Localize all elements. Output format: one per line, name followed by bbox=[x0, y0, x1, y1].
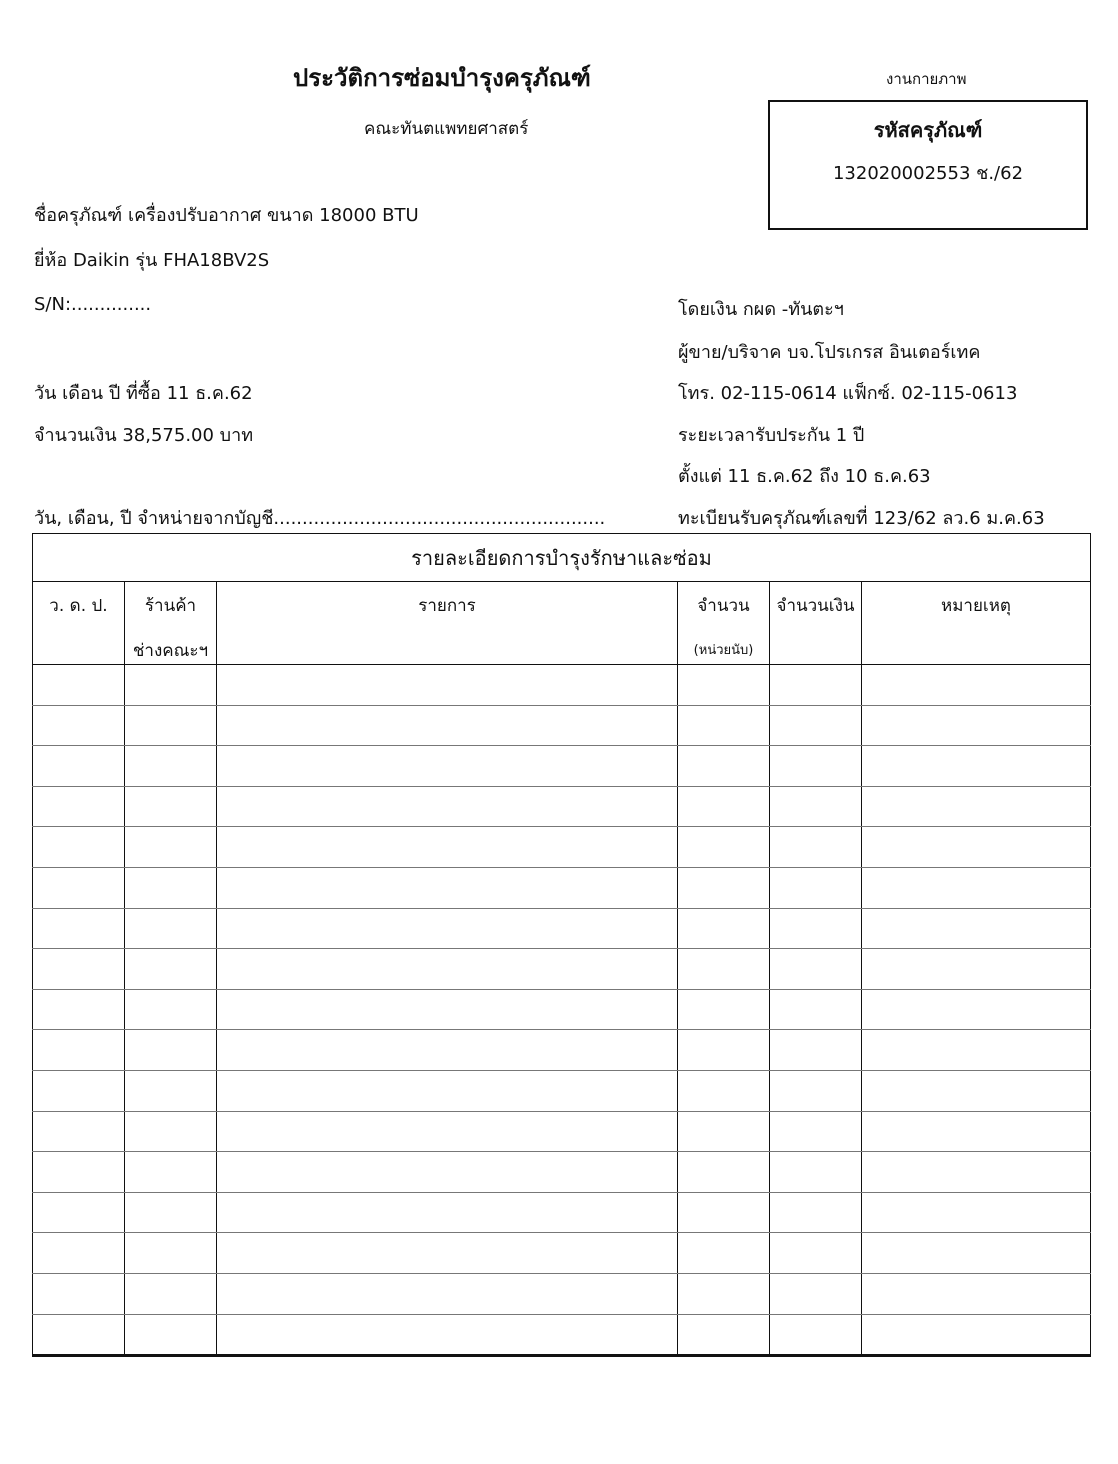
header-shop: ร้านค้า ช่างคณะฯ bbox=[125, 582, 217, 665]
table-cell bbox=[770, 867, 862, 908]
table-cell bbox=[770, 989, 862, 1030]
table-row bbox=[33, 1233, 1091, 1274]
table-cell bbox=[678, 1314, 770, 1356]
table-cell bbox=[678, 1152, 770, 1193]
table-cell bbox=[217, 746, 678, 787]
header-quantity: จำนวน (หน่วยนับ) bbox=[678, 582, 770, 665]
table-cell bbox=[33, 665, 125, 706]
table-row bbox=[33, 746, 1091, 787]
brand-model: ยี่ห้อ Daikin รุ่น FHA18BV2S bbox=[34, 250, 270, 271]
table-row bbox=[33, 827, 1091, 868]
table-cell bbox=[770, 705, 862, 746]
table-cell bbox=[678, 1070, 770, 1111]
table-cell bbox=[125, 1152, 217, 1193]
maintenance-table bbox=[32, 533, 1091, 1357]
table-cell bbox=[125, 989, 217, 1030]
table-cell bbox=[678, 746, 770, 787]
serial-number: S/N:.............. bbox=[34, 294, 152, 315]
table-cell bbox=[678, 949, 770, 990]
table-cell bbox=[125, 1070, 217, 1111]
table-cell bbox=[862, 867, 1091, 908]
funding-source: โดยเงิน กผด -ทันตะฯ bbox=[678, 299, 844, 320]
table-cell bbox=[125, 949, 217, 990]
table-cell bbox=[862, 1152, 1091, 1193]
table-cell bbox=[770, 746, 862, 787]
table-cell bbox=[33, 1233, 125, 1274]
table-cell bbox=[770, 949, 862, 990]
table-cell bbox=[33, 989, 125, 1030]
table-cell bbox=[33, 949, 125, 990]
table-cell bbox=[678, 1030, 770, 1071]
table-cell bbox=[217, 1314, 678, 1356]
table-cell bbox=[33, 746, 125, 787]
table-cell bbox=[33, 786, 125, 827]
department-name: งานกายภาพ bbox=[886, 70, 967, 88]
table-cell bbox=[125, 867, 217, 908]
table-row bbox=[33, 1273, 1091, 1314]
table-cell bbox=[217, 1111, 678, 1152]
header-amount: จำนวนเงิน bbox=[770, 582, 862, 665]
vendor: ผู้ขาย/บริจาค บจ.โปรเกรส อินเตอร์เทค bbox=[678, 342, 981, 363]
table-row bbox=[33, 786, 1091, 827]
table-cell bbox=[770, 827, 862, 868]
table-cell bbox=[33, 1030, 125, 1071]
table-cell bbox=[862, 1233, 1091, 1274]
table-cell bbox=[678, 786, 770, 827]
equipment-name: ชื่อครุภัณฑ์ เครื่องปรับอากาศ ขนาด 18000 BTU bbox=[34, 205, 419, 226]
table-cell bbox=[770, 786, 862, 827]
table-cell bbox=[770, 1192, 862, 1233]
table-cell bbox=[217, 665, 678, 706]
table-cell bbox=[678, 1111, 770, 1152]
table-cell bbox=[125, 908, 217, 949]
table-cell bbox=[770, 665, 862, 706]
table-cell bbox=[770, 1152, 862, 1193]
table-cell bbox=[125, 1192, 217, 1233]
table-cell bbox=[678, 1273, 770, 1314]
table-caption: รายละเอียดการบำรุงรักษาและซ่อม bbox=[33, 534, 1091, 582]
table-cell bbox=[862, 786, 1091, 827]
table-cell bbox=[678, 1233, 770, 1274]
table-cell bbox=[862, 1192, 1091, 1233]
table-cell bbox=[770, 1070, 862, 1111]
table-cell bbox=[770, 908, 862, 949]
table-row bbox=[33, 1192, 1091, 1233]
table-cell bbox=[217, 1273, 678, 1314]
header-note: หมายเหตุ bbox=[862, 582, 1091, 665]
table-cell bbox=[125, 1273, 217, 1314]
table-cell bbox=[217, 867, 678, 908]
purchase-amount: จำนวนเงิน 38,575.00 บาท bbox=[34, 425, 254, 446]
table-row bbox=[33, 1314, 1091, 1356]
page-title: ประวัติการซ่อมบำรุงครุภัณฑ์ bbox=[293, 64, 591, 92]
table-cell bbox=[33, 1152, 125, 1193]
table-cell bbox=[125, 705, 217, 746]
table-cell bbox=[125, 1233, 217, 1274]
table-cell bbox=[33, 1070, 125, 1111]
table-row bbox=[33, 867, 1091, 908]
table-cell bbox=[770, 1273, 862, 1314]
table-cell bbox=[862, 1314, 1091, 1356]
table-cell bbox=[125, 746, 217, 787]
table-cell bbox=[33, 1273, 125, 1314]
table-row bbox=[33, 665, 1091, 706]
table-cell bbox=[125, 1111, 217, 1152]
table-cell bbox=[217, 1192, 678, 1233]
table-row bbox=[33, 1030, 1091, 1071]
table-cell bbox=[217, 949, 678, 990]
table-cell bbox=[217, 908, 678, 949]
table-cell bbox=[217, 827, 678, 868]
table-cell bbox=[862, 908, 1091, 949]
table-cell bbox=[678, 827, 770, 868]
equipment-code-label: รหัสครุภัณฑ์ bbox=[873, 118, 983, 142]
table-cell bbox=[217, 1030, 678, 1071]
table-cell bbox=[217, 989, 678, 1030]
table-cell bbox=[862, 705, 1091, 746]
table-cell bbox=[33, 1314, 125, 1356]
table-cell bbox=[862, 1070, 1091, 1111]
table-row bbox=[33, 989, 1091, 1030]
vendor-phone: โทร. 02-115-0614 แฟ็กซ์. 02-115-0613 bbox=[678, 383, 1018, 404]
warranty-period: ตั้งแต่ 11 ธ.ค.62 ถึง 10 ธ.ค.63 bbox=[678, 466, 931, 487]
purchase-date: วัน เดือน ปี ที่ซื้อ 11 ธ.ค.62 bbox=[34, 383, 253, 404]
table-cell bbox=[125, 665, 217, 706]
table-row bbox=[33, 1152, 1091, 1193]
equipment-code-box bbox=[768, 100, 1088, 230]
table-cell bbox=[678, 989, 770, 1030]
header-item: รายการ bbox=[217, 582, 678, 665]
table-cell bbox=[217, 1070, 678, 1111]
table-cell bbox=[862, 665, 1091, 706]
table-cell bbox=[862, 746, 1091, 787]
table-cell bbox=[862, 1030, 1091, 1071]
table-cell bbox=[33, 908, 125, 949]
table-cell bbox=[33, 1192, 125, 1233]
table-cell bbox=[770, 1030, 862, 1071]
table-cell bbox=[678, 665, 770, 706]
table-cell bbox=[33, 827, 125, 868]
table-row bbox=[33, 1070, 1091, 1111]
table-cell bbox=[125, 1030, 217, 1071]
table-cell bbox=[770, 1233, 862, 1274]
table-cell bbox=[862, 1111, 1091, 1152]
table-cell bbox=[862, 1273, 1091, 1314]
table-cell bbox=[678, 705, 770, 746]
table-cell bbox=[217, 786, 678, 827]
equipment-code-value: 132020002553 ช./62 bbox=[832, 163, 1024, 184]
disposal-date: วัน, เดือน, ปี จำหน่ายจากบัญชี.......................................................... bbox=[34, 508, 606, 529]
table-row bbox=[33, 949, 1091, 990]
table-cell bbox=[770, 1314, 862, 1356]
table-cell bbox=[125, 786, 217, 827]
registration-number: ทะเบียนรับครุภัณฑ์เลขที่ 123/62 ลว.6 ม.ค.63 bbox=[678, 508, 1045, 529]
table-cell bbox=[770, 1111, 862, 1152]
table-cell bbox=[33, 1111, 125, 1152]
table-cell bbox=[217, 1152, 678, 1193]
table-row bbox=[33, 1111, 1091, 1152]
table-cell bbox=[862, 989, 1091, 1030]
table-cell bbox=[125, 827, 217, 868]
table-cell bbox=[217, 705, 678, 746]
header-date: ว. ด. ป. bbox=[33, 582, 125, 665]
table-cell bbox=[678, 867, 770, 908]
table-cell bbox=[33, 705, 125, 746]
table-cell bbox=[217, 1233, 678, 1274]
table-row bbox=[33, 705, 1091, 746]
table-cell bbox=[678, 1192, 770, 1233]
table-cell bbox=[33, 867, 125, 908]
table-cell bbox=[125, 1314, 217, 1356]
table-row bbox=[33, 908, 1091, 949]
table-cell bbox=[862, 949, 1091, 990]
table-cell bbox=[678, 908, 770, 949]
warranty: ระยะเวลารับประกัน 1 ปี bbox=[678, 425, 865, 446]
faculty-name: คณะทันตแพทยศาสตร์ bbox=[364, 119, 529, 139]
table-cell bbox=[862, 827, 1091, 868]
